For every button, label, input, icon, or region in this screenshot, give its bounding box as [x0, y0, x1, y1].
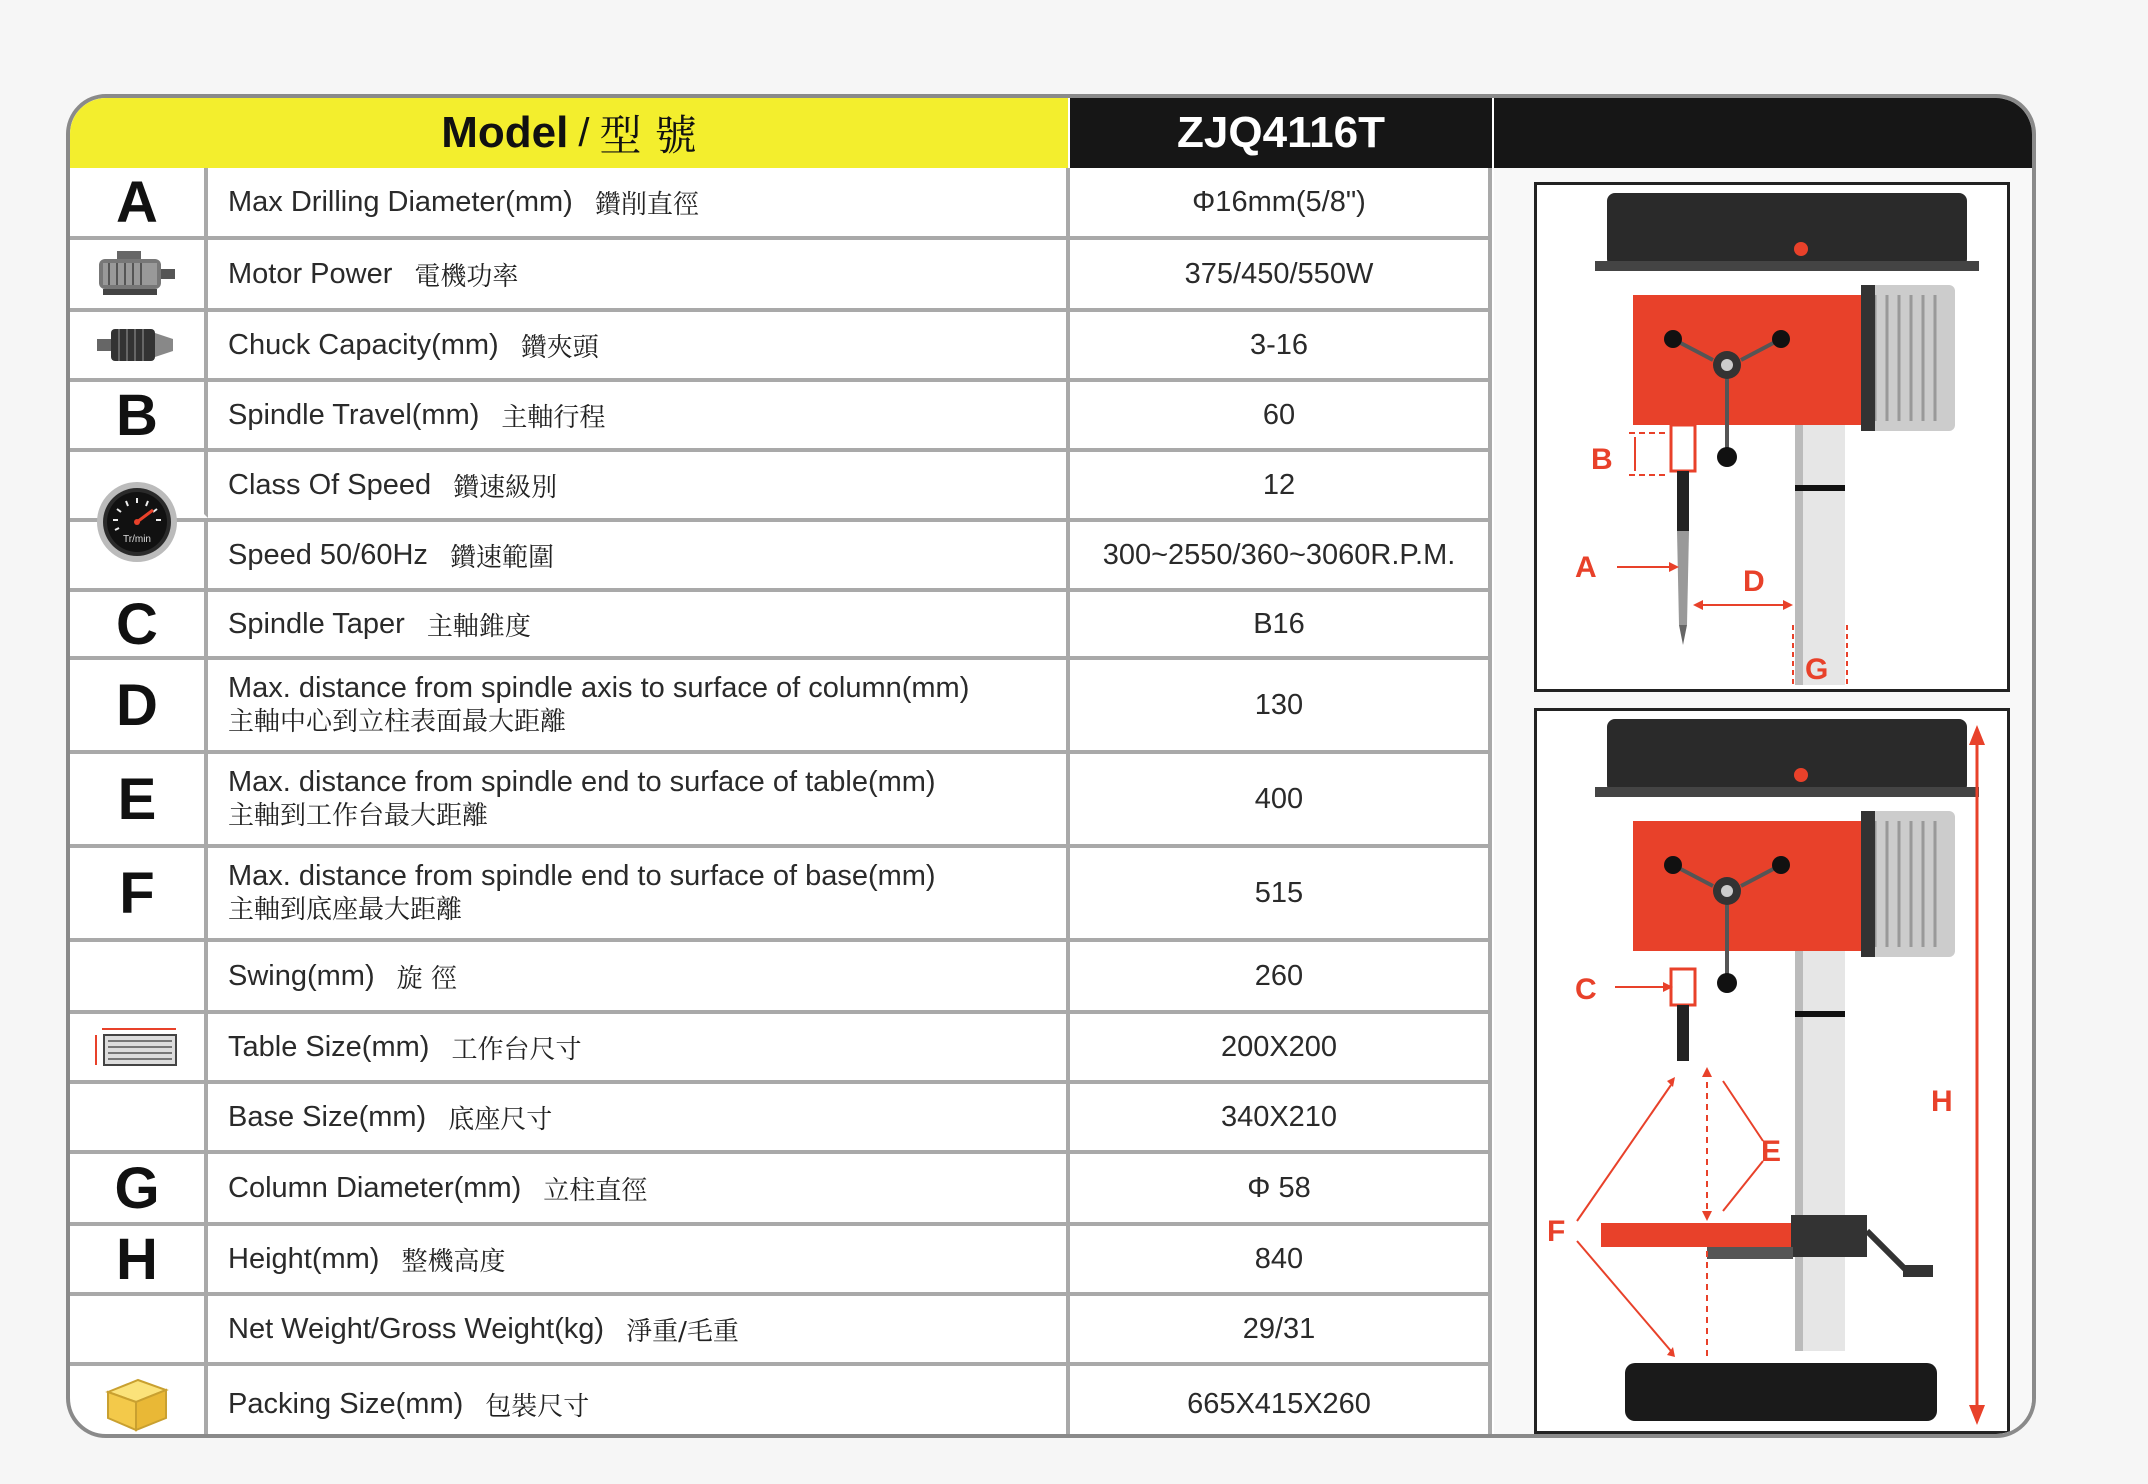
row-value: 12 [1070, 452, 1492, 518]
row-label: Column Diameter(mm) [228, 1171, 522, 1204]
diagram-label-f: F [1547, 1215, 1566, 1248]
row-letter-b: B [70, 382, 208, 448]
model-value: ZJQ4116T [1177, 108, 1385, 157]
row-label: Max. distance from spindle end to surface of table(mm) [228, 766, 936, 798]
row-label-cn: 底座尺寸 [448, 1104, 553, 1135]
table-row [70, 240, 1492, 312]
row-value: 60 [1070, 382, 1492, 448]
row-value: 340X210 [1070, 1084, 1492, 1150]
row-label: Max Drilling Diameter(mm) [228, 185, 573, 218]
table-row [70, 382, 1492, 452]
row-value: 260 [1070, 942, 1492, 1010]
row-label-cn: 主軸中心到立柱表面最大距離 [228, 707, 567, 737]
row-label: Base Size(mm) [228, 1100, 427, 1133]
table-row [70, 942, 1492, 1014]
row-value: 29/31 [1070, 1296, 1492, 1362]
package-box-icon [70, 1366, 208, 1438]
row-letter-g: G [70, 1154, 208, 1222]
row-letter-e: E [70, 754, 208, 844]
table-row [70, 522, 1492, 592]
row-label-cn: 工作台尺寸 [451, 1034, 582, 1065]
table-row [70, 592, 1492, 660]
row-label-cn: 鑽速級別 [453, 472, 558, 503]
row-label: Height(mm) [228, 1242, 380, 1275]
row-letter-f: F [70, 848, 208, 938]
row-label-cn: 主軸行程 [501, 402, 606, 433]
table-row [70, 312, 1492, 382]
table-size-icon [70, 1014, 208, 1080]
chuck-icon [70, 312, 208, 378]
diagram-panel [1494, 168, 2036, 1438]
diagram-label-d: D [1743, 565, 1765, 598]
row-value: 515 [1070, 848, 1492, 938]
speed-gauge-icon [70, 452, 204, 592]
row-label: Net Weight/Gross Weight(kg) [228, 1312, 605, 1345]
diagram-label-c: C [1575, 973, 1597, 1006]
image-header [1494, 98, 2036, 168]
row-label-cn: 包裝尺寸 [485, 1391, 590, 1422]
table-row [70, 1226, 1492, 1296]
row-value: 200X200 [1070, 1014, 1492, 1080]
row-label: Max. distance from spindle axis to surface of column(mm) [228, 672, 970, 704]
row-letter-a: A [70, 168, 208, 236]
row-label: Spindle Taper [228, 607, 405, 640]
motor-icon [70, 240, 208, 308]
table-row [70, 1366, 1492, 1438]
table-row [70, 660, 1492, 754]
row-label: Swing(mm) [228, 959, 375, 992]
table-row [70, 1154, 1492, 1226]
table-row [70, 1014, 1492, 1084]
diagram-label-a: A [1575, 551, 1597, 584]
row-label: Packing Size(mm) [228, 1387, 464, 1420]
row-label-cn: 電機功率 [414, 261, 519, 292]
table-row [70, 168, 1492, 240]
row-label: Chuck Capacity(mm) [228, 328, 499, 361]
table-row [70, 452, 1492, 522]
table-row [70, 1084, 1492, 1154]
model-header [70, 98, 1068, 168]
row-label-cn: 主軸到底座最大距離 [228, 895, 463, 925]
diagram-label-b: B [1591, 443, 1613, 476]
gauge-unit-text: Tr/min [123, 534, 151, 545]
row-label-cn: 鑽削直徑 [594, 189, 699, 220]
row-value: B16 [1070, 592, 1492, 656]
row-letter-d: D [70, 660, 208, 750]
row-label-cn: 鑽速範圍 [449, 542, 554, 573]
row-value: Φ 58 [1070, 1154, 1492, 1222]
row-label-cn: 立柱直徑 [543, 1175, 648, 1206]
row-label-cn: 整機高度 [401, 1246, 506, 1277]
row-letter-h: H [70, 1226, 208, 1292]
spec-sheet [66, 94, 2036, 1438]
row-label: Max. distance from spindle end to surface of base(mm) [228, 860, 936, 892]
row-label: Speed 50/60Hz [228, 538, 428, 571]
table-row [70, 754, 1492, 848]
row-label-cn: 主軸錐度 [426, 611, 531, 642]
row-label: Class Of Speed [228, 468, 432, 501]
row-value: 300~2550/360~3060R.P.M. [1070, 522, 1492, 588]
row-value: 665X415X260 [1070, 1366, 1492, 1438]
table-row [70, 848, 1492, 942]
row-value: 840 [1070, 1226, 1492, 1292]
row-label-cn: 主軸到工作台最大距離 [228, 801, 489, 831]
drill-press-diagram-top [1534, 182, 2010, 692]
row-value: 375/450/550W [1070, 240, 1492, 308]
row-label-cn: 鑽夾頭 [520, 332, 599, 363]
model-label-cn: 型 號 [599, 111, 697, 160]
row-label: Motor Power [228, 257, 393, 290]
model-value-header [1070, 98, 1492, 168]
row-value: 3-16 [1070, 312, 1492, 378]
row-label-cn: 旋 徑 [396, 963, 457, 994]
model-label: Model [441, 108, 569, 157]
row-letter-c: C [70, 592, 208, 656]
row-label: Spindle Travel(mm) [228, 398, 480, 431]
model-separator: / [578, 110, 590, 155]
diagram-label-g: G [1805, 653, 1829, 686]
row-label-cn: 淨重/毛重 [626, 1316, 739, 1347]
table-row [70, 1296, 1492, 1366]
row-label: Table Size(mm) [228, 1030, 430, 1063]
diagram-label-h: H [1931, 1085, 1953, 1118]
row-value: Φ16mm(5/8") [1070, 168, 1492, 236]
diagram-label-e: E [1761, 1135, 1782, 1168]
row-value: 130 [1070, 660, 1492, 750]
drill-press-diagram-bottom [1534, 708, 2010, 1434]
row-value: 400 [1070, 754, 1492, 844]
